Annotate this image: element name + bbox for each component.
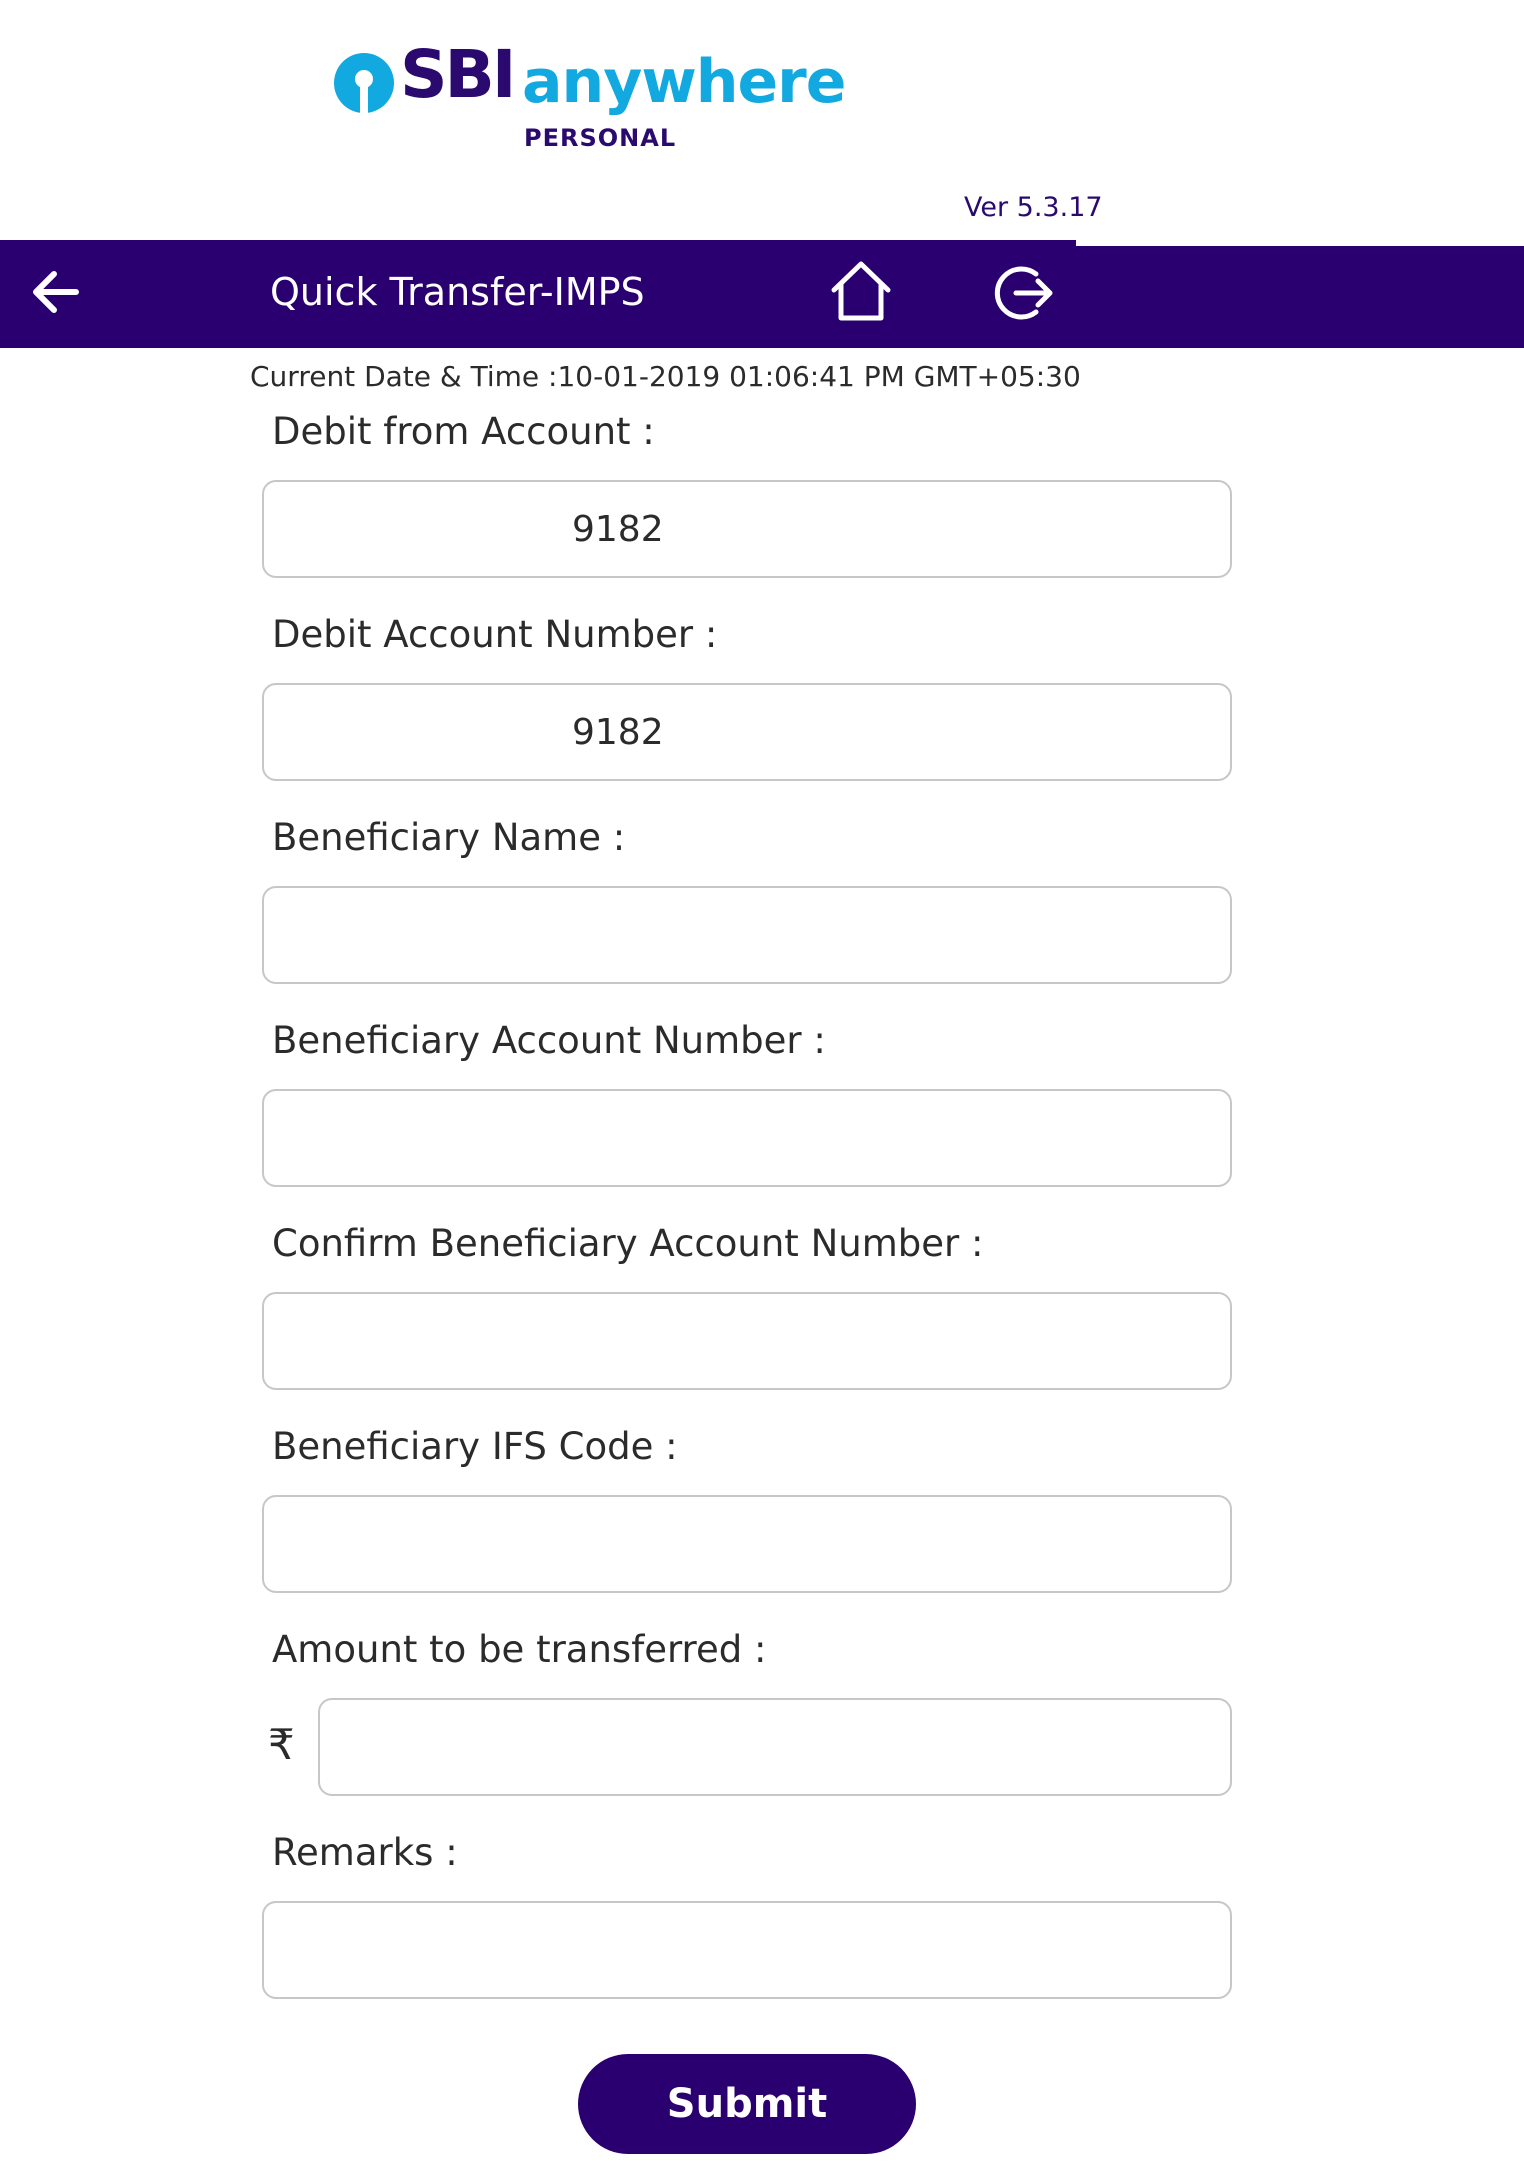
app-version: Ver 5.3.17 [964, 192, 1103, 223]
header-bar [0, 240, 1524, 348]
amount-label: Amount to be transferred : [272, 1628, 767, 1671]
amount-input[interactable] [318, 1698, 1232, 1796]
home-icon[interactable] [828, 258, 894, 324]
logo-brand-text: SBI [400, 36, 514, 113]
back-arrow-icon[interactable] [26, 262, 86, 322]
debit-account-number-label: Debit Account Number : [272, 613, 718, 656]
debit-from-account-select[interactable]: 9182 [262, 480, 1232, 578]
beneficiary-name-label: Beneficiary Name : [272, 816, 626, 859]
sbi-anywhere-logo [334, 36, 846, 158]
beneficiary-account-number-label: Beneficiary Account Number : [272, 1019, 826, 1062]
sbi-keyhole-icon [334, 53, 394, 113]
beneficiary-account-number-input[interactable] [262, 1089, 1232, 1187]
debit-from-account-label: Debit from Account : [272, 410, 655, 453]
confirm-beneficiary-account-number-input[interactable] [262, 1292, 1232, 1390]
beneficiary-name-input[interactable] [262, 886, 1232, 984]
remarks-input[interactable] [262, 1901, 1232, 1999]
logo-tagline: PERSONAL [524, 124, 677, 152]
confirm-beneficiary-account-number-label: Confirm Beneficiary Account Number : [272, 1222, 984, 1265]
submit-button[interactable]: Submit [578, 2054, 916, 2154]
logo-product-text: anywhere [522, 47, 846, 117]
logout-icon[interactable] [990, 258, 1060, 328]
beneficiary-ifs-code-input[interactable] [262, 1495, 1232, 1593]
current-datetime: Current Date & Time :10-01-2019 01:06:41 PM GMT+05:30 [250, 360, 1081, 393]
page-title: Quick Transfer-IMPS [270, 270, 645, 314]
remarks-label: Remarks : [272, 1831, 458, 1874]
debit-account-number-field[interactable]: 9182 [262, 683, 1232, 781]
beneficiary-ifs-code-label: Beneficiary IFS Code : [272, 1425, 678, 1468]
rupee-icon: ₹ [268, 1720, 295, 1769]
